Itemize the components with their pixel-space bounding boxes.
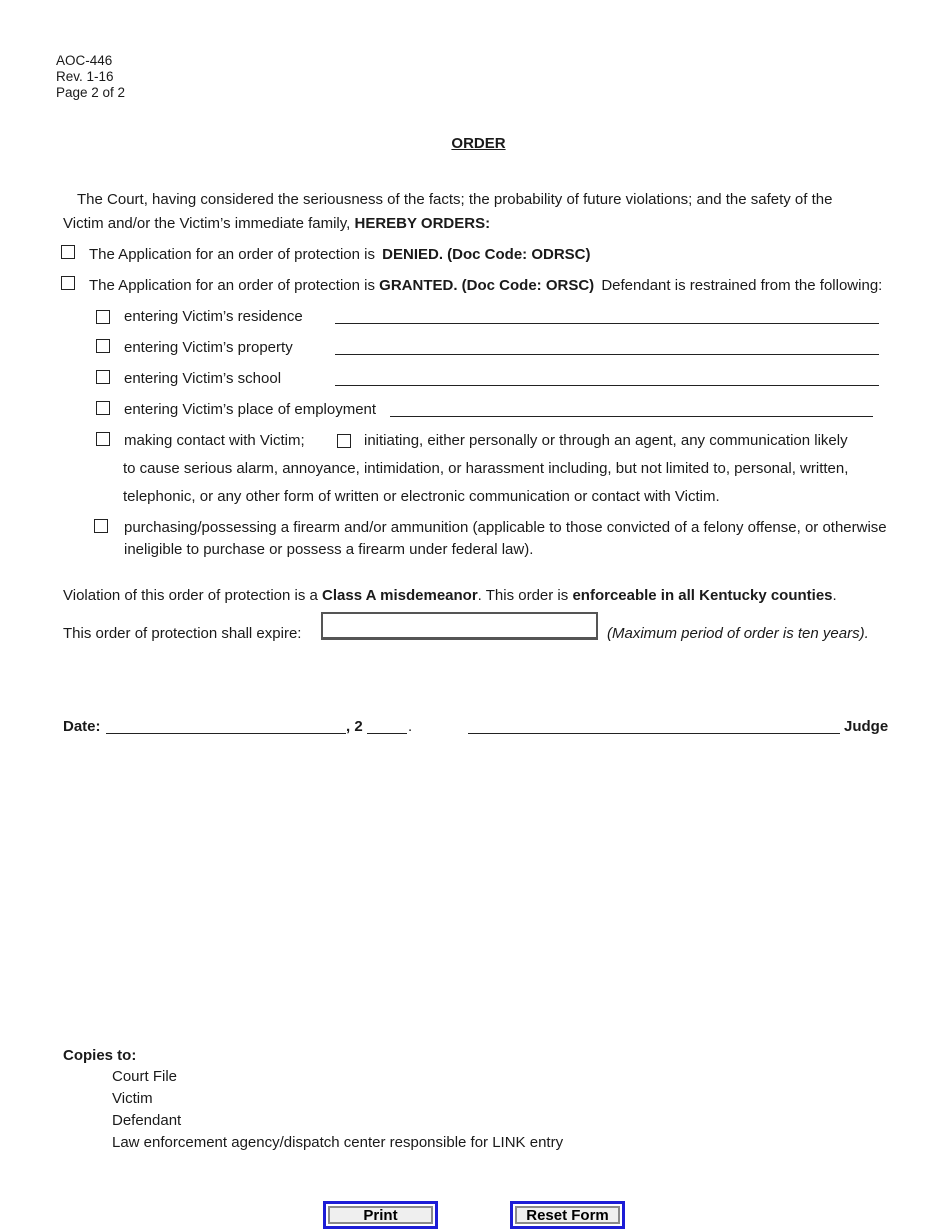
year-prefix: , 2 — [346, 718, 363, 735]
page-number: Page 2 of 2 — [56, 85, 126, 100]
contact-label: making contact with Victim; — [124, 432, 305, 449]
property-input-line[interactable] — [335, 354, 879, 355]
property-label: entering Victim’s property — [124, 339, 293, 356]
date-label: Date: — [63, 718, 101, 735]
form-revision: Rev. 1-16 — [56, 69, 114, 84]
communication-line-2: to cause serious alarm, annoyance, intimidation, or harassment including, but not limited to, personal, written, — [123, 460, 849, 477]
communication-checkbox[interactable] — [337, 434, 351, 448]
form-number: AOC-446 — [56, 53, 113, 68]
communication-line-3: telephonic, or any other form of written or electronic communication or contact with Victim. — [123, 488, 720, 505]
denied-doc-code: DENIED. (Doc Code: ODRSC) — [382, 246, 591, 263]
school-input-line[interactable] — [335, 385, 879, 386]
expire-max-note: (Maximum period of order is ten years). — [607, 625, 869, 642]
copies-item: Court File — [112, 1068, 178, 1085]
enforceable-counties: enforceable in all Kentucky counties — [572, 587, 833, 604]
contact-checkbox[interactable] — [96, 432, 110, 446]
reset-form-button-label: Reset Form — [515, 1206, 620, 1224]
school-label: entering Victim’s school — [124, 370, 282, 387]
intro-line-2 — [63, 215, 490, 232]
hereby-orders: HEREBY ORDERS: — [354, 215, 491, 232]
granted-doc-code: GRANTED. (Doc Code: ORSC) — [379, 277, 595, 294]
year-input-line[interactable] — [367, 733, 407, 734]
date-input-line[interactable] — [106, 733, 346, 734]
residence-label: entering Victim’s residence — [124, 308, 303, 325]
denied-option — [89, 246, 591, 263]
employment-checkbox[interactable] — [96, 401, 110, 415]
firearm-line-1: purchasing/possessing a firearm and/or ammunition (applicable to those convicted of a felony offense, or otherwise — [124, 519, 887, 536]
residence-checkbox[interactable] — [96, 310, 110, 324]
violation-middle-text: . This order is — [477, 587, 569, 604]
denied-text: The Application for an order of protection is — [89, 246, 375, 263]
denied-checkbox[interactable] — [61, 245, 75, 259]
expiration-input[interactable] — [321, 612, 598, 640]
firearm-checkbox[interactable] — [94, 519, 108, 533]
copies-heading: Copies to: — [63, 1047, 137, 1064]
page-title: ORDER — [451, 135, 506, 152]
employment-label: entering Victim’s place of employment — [124, 401, 377, 418]
copies-item: Defendant — [112, 1112, 182, 1129]
granted-restraint-text: Defendant is restrained from the following: — [601, 277, 883, 294]
judge-label: Judge — [844, 718, 889, 735]
granted-checkbox[interactable] — [61, 276, 75, 290]
property-checkbox[interactable] — [96, 339, 110, 353]
granted-text: The Application for an order of protection is — [89, 277, 375, 294]
print-button-label: Print — [328, 1206, 433, 1224]
year-period: . — [408, 718, 413, 735]
violation-statement — [63, 587, 837, 604]
intro-line-1: The Court, having considered the seriousness of the facts; the probability of future violations; and the safety of the — [77, 191, 833, 208]
copies-item: Victim — [112, 1090, 153, 1107]
residence-input-line[interactable] — [335, 323, 879, 324]
copies-item: Law enforcement agency/dispatch center responsible for LINK entry — [112, 1134, 564, 1151]
granted-option — [89, 277, 882, 294]
violation-end: . — [832, 587, 837, 604]
expire-label: This order of protection shall expire: — [63, 625, 302, 642]
firearm-line-2: ineligible to purchase or possess a firearm under federal law). — [124, 541, 534, 558]
judge-signature-line[interactable] — [468, 733, 840, 734]
violation-text: Violation of this order of protection is a — [63, 587, 318, 604]
employment-input-line[interactable] — [390, 416, 873, 417]
school-checkbox[interactable] — [96, 370, 110, 384]
reset-form-button[interactable] — [510, 1201, 625, 1229]
communication-line-1: initiating, either personally or through an agent, any communication likely — [364, 432, 848, 449]
class-a-misdemeanor: Class A misdemeanor — [322, 587, 478, 604]
intro-line-2-text: Victim and/or the Victim’s immediate family, — [63, 215, 351, 232]
print-button[interactable] — [323, 1201, 438, 1229]
